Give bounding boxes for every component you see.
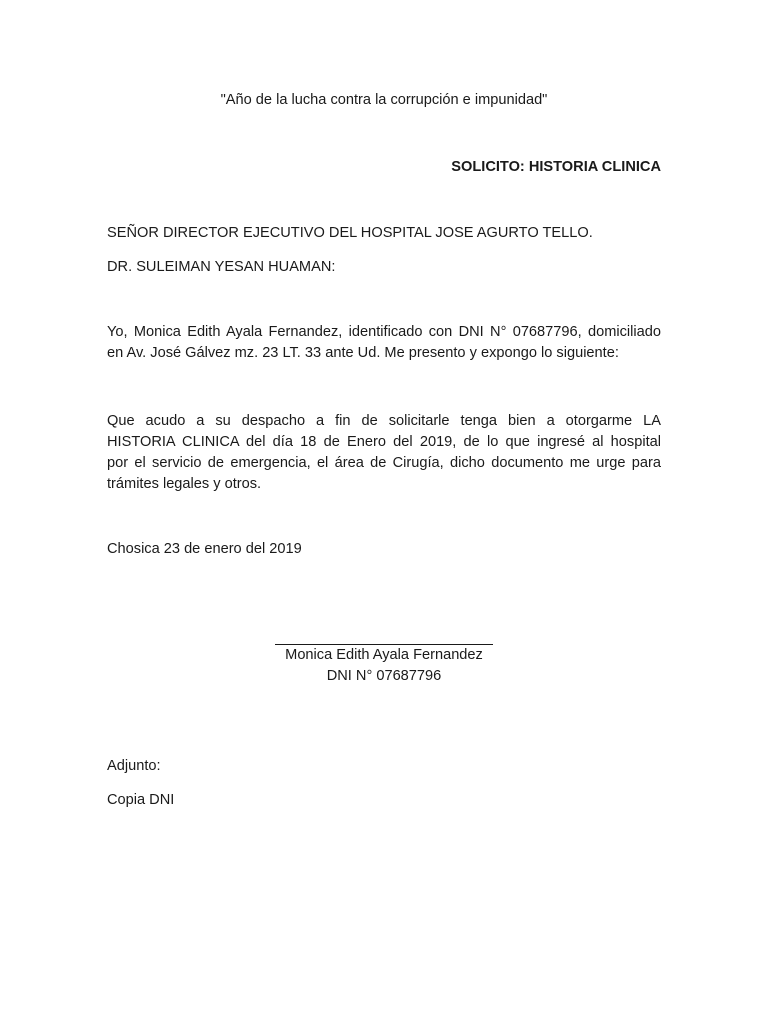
year-motto: "Año de la lucha contra la corrupción e impunidad" [220,92,548,108]
signature-block [274,632,494,687]
paragraph-line: en Av. José Gálvez mz. 23 LT. 33 ante Ud. Me presento y expongo lo siguiente: [107,345,619,361]
addressee: SEÑOR DIRECTOR EJECUTIVO DEL HOSPITAL JOSE AGURTO TELLO. [107,225,593,241]
paragraph-line: Que acudo a su despacho a fin de solicitarle tenga bien a otorgarme LA [107,413,661,429]
signer-dni: DNI N° 07687796 [326,668,442,684]
paragraph-line: trámites legales y otros. [107,476,262,492]
paragraph-line: HISTORIA CLINICA del día 18 de Enero del 2019, de lo que ingresé al hospital [107,434,661,450]
paragraph-line: por el servicio de emergencia, el área de Cirugía, dicho documento me urge para [107,455,661,471]
attachments-label: Adjunto: [107,758,161,774]
paragraph-line: Yo, Monica Edith Ayala Fernandez, identificado con DNI N° 07687796, domiciliado [107,324,661,340]
signature-line [275,632,493,645]
intro-paragraph [107,322,661,364]
signer-name: Monica Edith Ayala Fernandez [285,647,483,663]
date-place: Chosica 23 de enero del 2019 [107,541,302,557]
attachment-item: Copia DNI [107,792,175,808]
request-paragraph [107,411,661,495]
request-subject: SOLICITO: HISTORIA CLINICA [451,159,661,175]
doctor-name: DR. SULEIMAN YESAN HUAMAN: [107,259,336,275]
